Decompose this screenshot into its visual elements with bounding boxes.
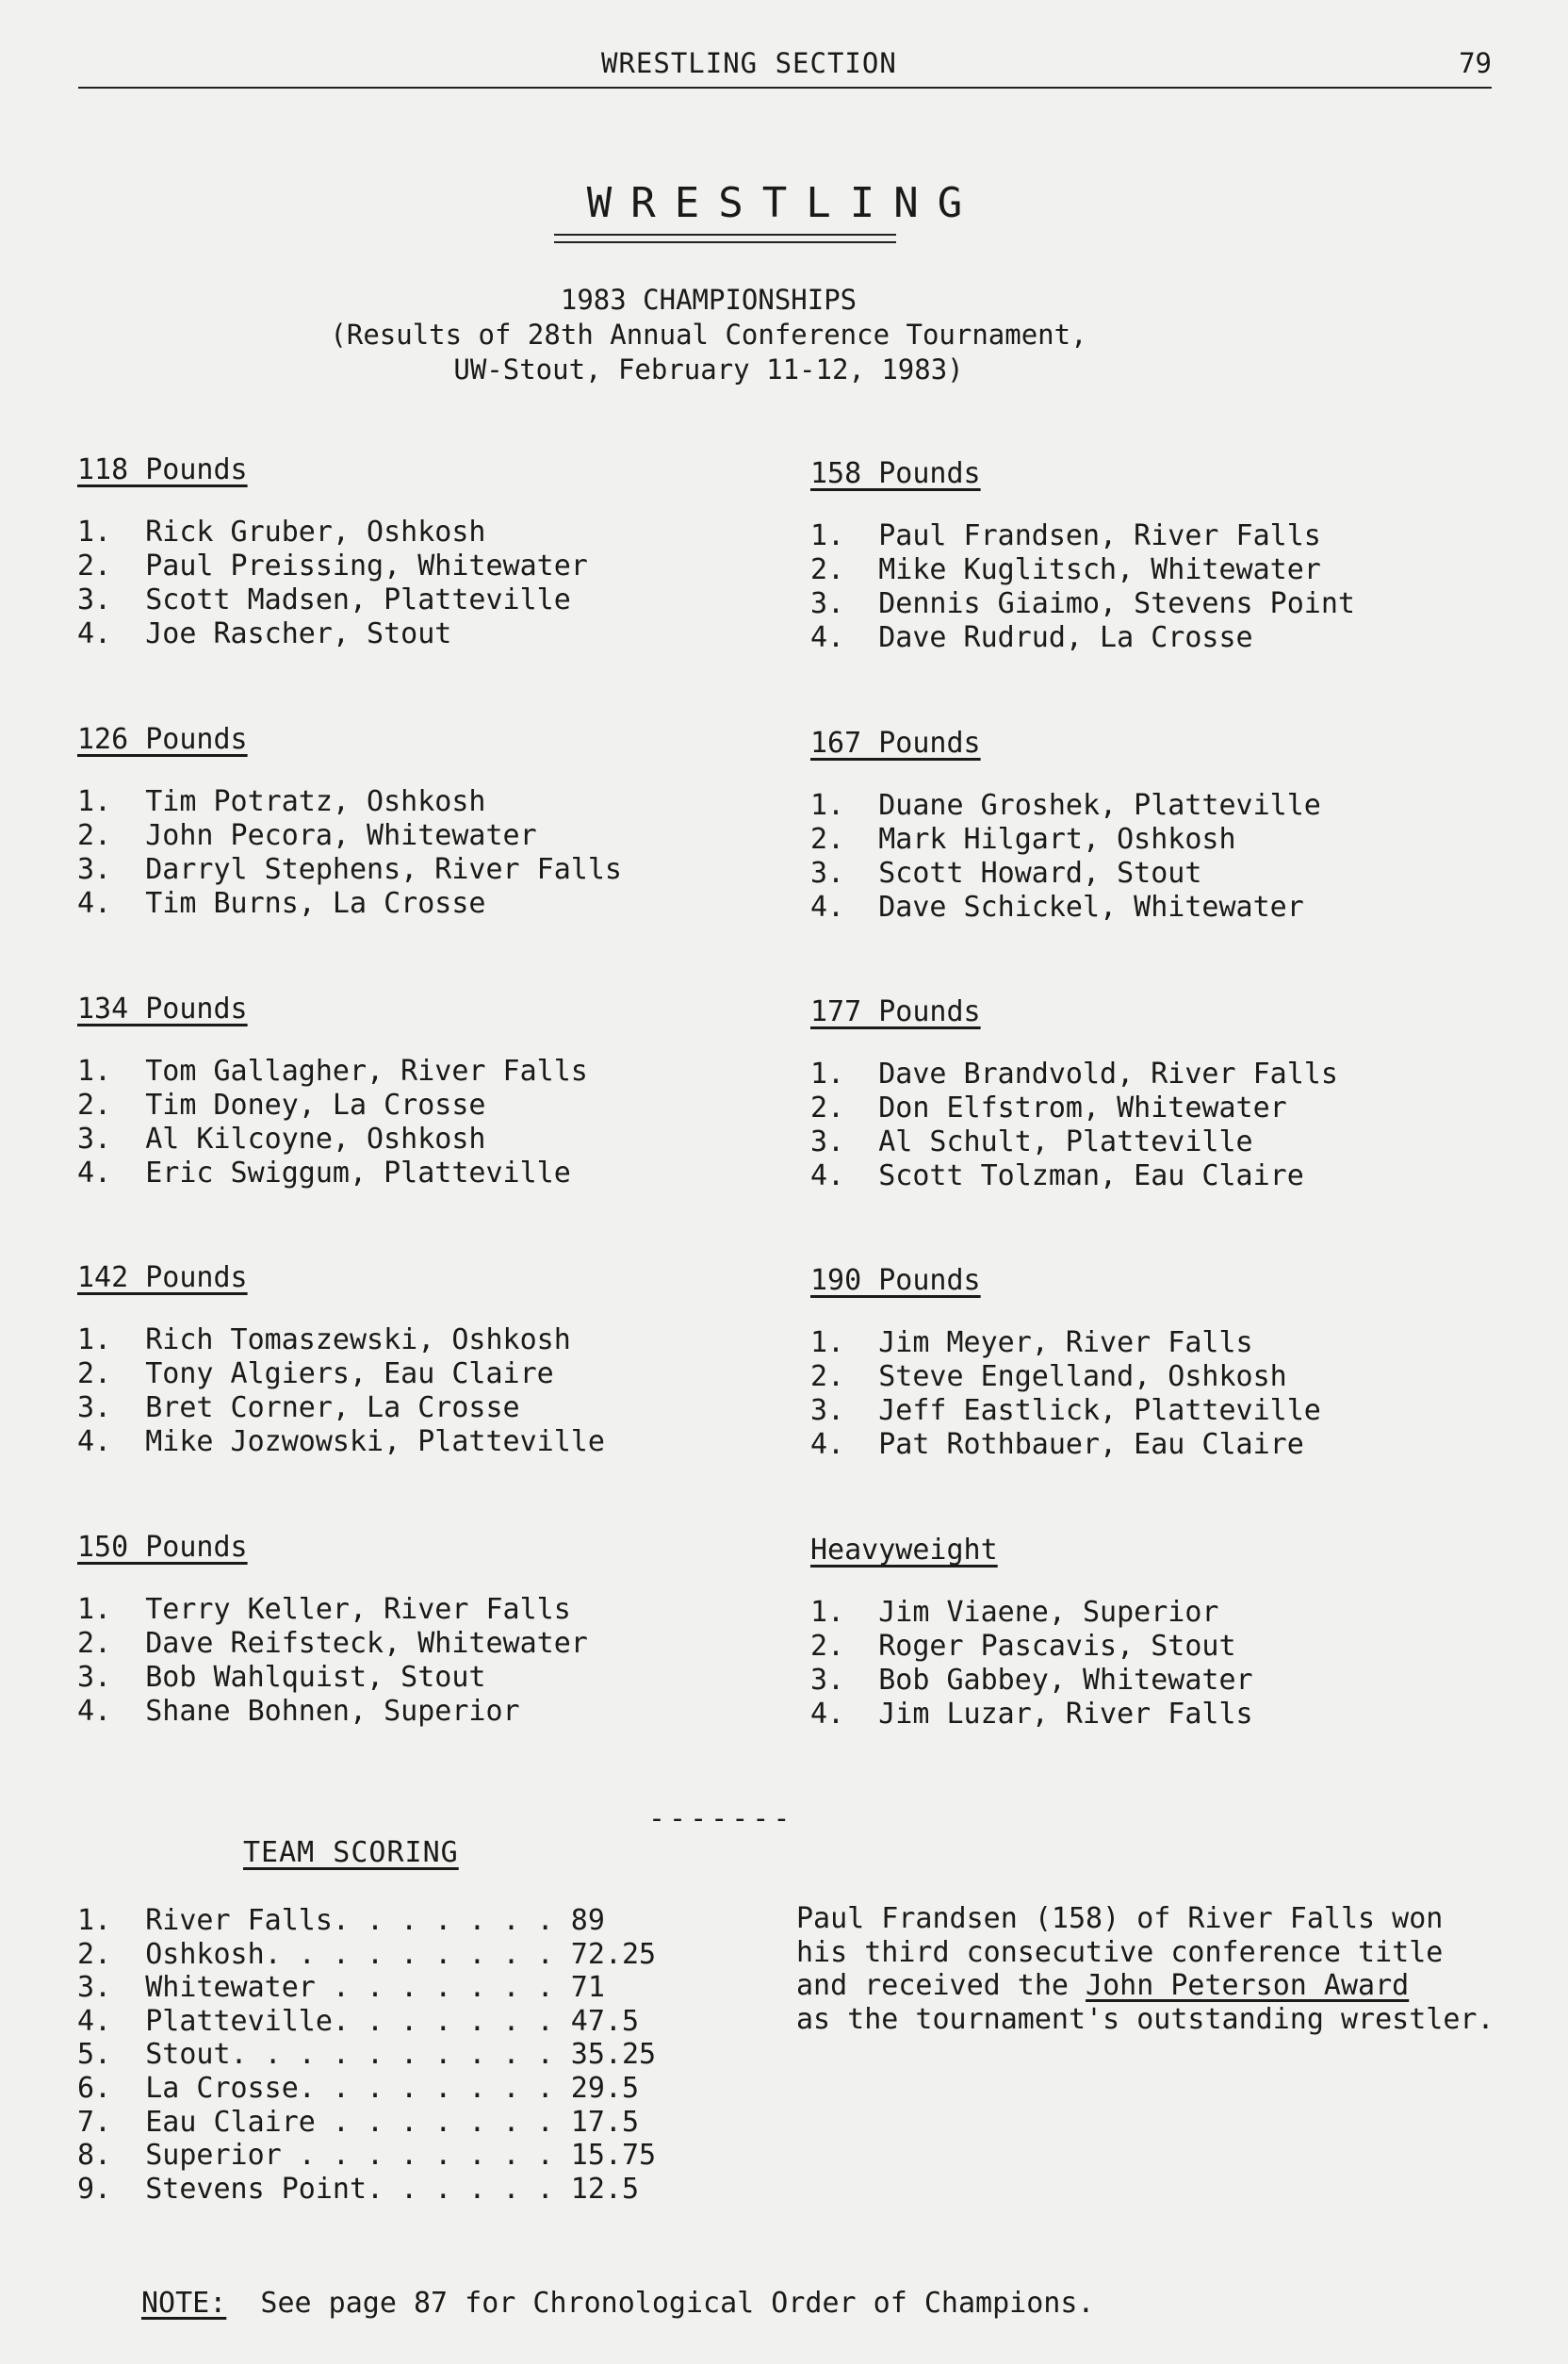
placing: 2. Tony Algiers, Eau Claire [77,1357,554,1390]
team-score-row: 3. Whitewater . . . . . . . 71 [77,1971,605,2005]
outstanding-wrestler-note [796,1902,1494,2036]
weight-class-167 [810,727,1321,925]
weight-class-134 [77,993,588,1190]
team-score-row: 1. River Falls. . . . . . . 89 [77,1904,605,1937]
weight-class-heading: 118 Pounds [77,453,248,486]
team-score-row: 5. Stout. . . . . . . . . . 35.25 [77,2038,657,2072]
placing: 3. Jeff Eastlick, Platteville [810,1394,1321,1427]
note-line: his third consecutive conference title [796,1935,1444,1969]
section-divider: ------- [648,1802,794,1835]
placing: 1. Duane Groshek, Platteville [810,789,1321,822]
page-title: WRESTLING [586,179,982,227]
placing: 4. Mike Jozwowski, Platteville [77,1425,605,1458]
team-score-row: 8. Superior . . . . . . . . 15.75 [77,2139,657,2173]
placings-list [810,1596,1253,1732]
note-line: Paul Frandsen (158) of River Falls won [796,1902,1444,1935]
placings-list [77,1055,588,1190]
placing: 2. John Pecora, Whitewater [77,819,537,852]
placing: 2. Tim Doney, La Crosse [77,1089,486,1122]
team-score-row: 6. La Crosse. . . . . . . . 29.5 [77,2071,640,2105]
weight-class-126 [77,723,622,921]
page-number: 79 [1459,47,1492,79]
weight-class-heading: 150 Pounds [77,1531,248,1564]
placing: 4. Jim Luzar, River Falls [810,1698,1253,1731]
team-score-row: 2. Oshkosh. . . . . . . . . 72.25 [77,1937,657,1971]
placing: 3. Scott Madsen, Platteville [77,583,571,616]
placings-list [77,785,622,921]
placing: 4. Joe Rascher, Stout [77,617,452,650]
placing: 4. Tim Burns, La Crosse [77,887,486,920]
placing: 3. Al Schult, Platteville [810,1125,1253,1158]
placing: 2. Mark Hilgart, Oshkosh [810,823,1236,856]
weight-class-heading: 158 Pounds [810,457,981,490]
weight-class-118 [77,453,588,651]
weight-class-190 [810,1264,1321,1462]
weight-class-heading: Heavyweight [810,1534,998,1567]
footnote-label: NOTE: [141,2287,227,2320]
placings-list [810,519,1355,655]
placing: 1. Jim Viaene, Superior [810,1596,1219,1629]
placings-list [810,1326,1321,1462]
placing: 1. Tim Potratz, Oshkosh [77,785,486,818]
placing: 2. Mike Kuglitsch, Whitewater [810,553,1321,586]
placings-list [77,1323,605,1459]
title-double-underline [554,241,896,243]
subtitle-line-2: (Results of 28th Annual Conference Tournament, [330,319,1087,351]
placing: 1. Rick Gruber, Oshkosh [77,516,486,549]
weight-class-heading: 177 Pounds [810,995,981,1028]
placing: 4. Shane Bohnen, Superior [77,1695,520,1728]
footnote-text: See page 87 for Chronological Order of Champions. [226,2287,1095,2320]
placing: 3. Scott Howard, Stout [810,857,1202,890]
weight-class-heading: 167 Pounds [810,727,981,760]
placing: 2. Paul Preissing, Whitewater [77,550,588,583]
weight-class-158 [810,457,1355,655]
placing: 2. Dave Reifsteck, Whitewater [77,1627,588,1660]
weight-class-heavyweight [810,1534,1253,1732]
team-scoring-heading: TEAM SCORING [243,1836,459,1869]
placings-list [810,789,1321,925]
placing: 1. Rich Tomaszewski, Oshkosh [77,1323,571,1356]
weight-class-heading: 190 Pounds [810,1264,981,1297]
weight-class-142 [77,1261,605,1459]
placing: 4. Dave Rudrud, La Crosse [810,621,1253,654]
subtitle-line-3: UW-Stout, February 11-12, 1983) [453,353,964,386]
section-title: WRESTLING SECTION [601,47,897,79]
weight-class-heading: 142 Pounds [77,1261,248,1294]
placings-list [810,1058,1338,1193]
subtitle-line-1: 1983 CHAMPIONSHIPS [560,284,858,316]
placing: 4. Dave Schickel, Whitewater [810,891,1304,924]
award-name: John Peterson Award [1086,1969,1410,2002]
footnote [141,2287,1094,2320]
placing: 3. Bob Gabbey, Whitewater [810,1664,1253,1697]
placing: 3. Bret Corner, La Crosse [77,1391,520,1424]
placing: 3. Darryl Stephens, River Falls [77,853,622,886]
title-underline [554,234,896,236]
placing: 2. Steve Engelland, Oshkosh [810,1360,1287,1393]
placing: 1. Paul Frandsen, River Falls [810,519,1321,552]
running-head [78,47,1492,89]
placing: 2. Roger Pascavis, Stout [810,1630,1236,1663]
weight-class-150 [77,1531,588,1729]
weight-class-heading: 134 Pounds [77,993,248,1026]
placing: 1. Tom Gallagher, River Falls [77,1055,588,1088]
team-scoring-list [77,1904,656,2206]
placing: 3. Bob Wahlquist, Stout [77,1661,486,1694]
placing: 4. Scott Tolzman, Eau Claire [810,1159,1304,1192]
placing: 1. Dave Brandvold, River Falls [810,1058,1338,1091]
note-line: as the tournament's outstanding wrestler. [796,2002,1494,2036]
weight-class-heading: 126 Pounds [77,723,248,756]
placing: 1. Terry Keller, River Falls [77,1593,571,1626]
note-line: and received the [796,1969,1086,2002]
placing: 3. Dennis Giaimo, Stevens Point [810,587,1355,620]
placing: 4. Eric Swiggum, Platteville [77,1157,571,1190]
placing: 3. Al Kilcoyne, Oshkosh [77,1123,486,1156]
placings-list [77,1593,588,1729]
placings-list [77,516,588,651]
placing: 4. Pat Rothbauer, Eau Claire [810,1428,1304,1461]
team-score-row: 4. Platteville. . . . . . . 47.5 [77,2004,640,2038]
weight-class-177 [810,995,1338,1193]
placing: 1. Jim Meyer, River Falls [810,1326,1253,1359]
placing: 2. Don Elfstrom, Whitewater [810,1092,1287,1125]
team-score-row: 9. Stevens Point. . . . . . 12.5 [77,2172,640,2206]
team-score-row: 7. Eau Claire . . . . . . . 17.5 [77,2105,640,2139]
